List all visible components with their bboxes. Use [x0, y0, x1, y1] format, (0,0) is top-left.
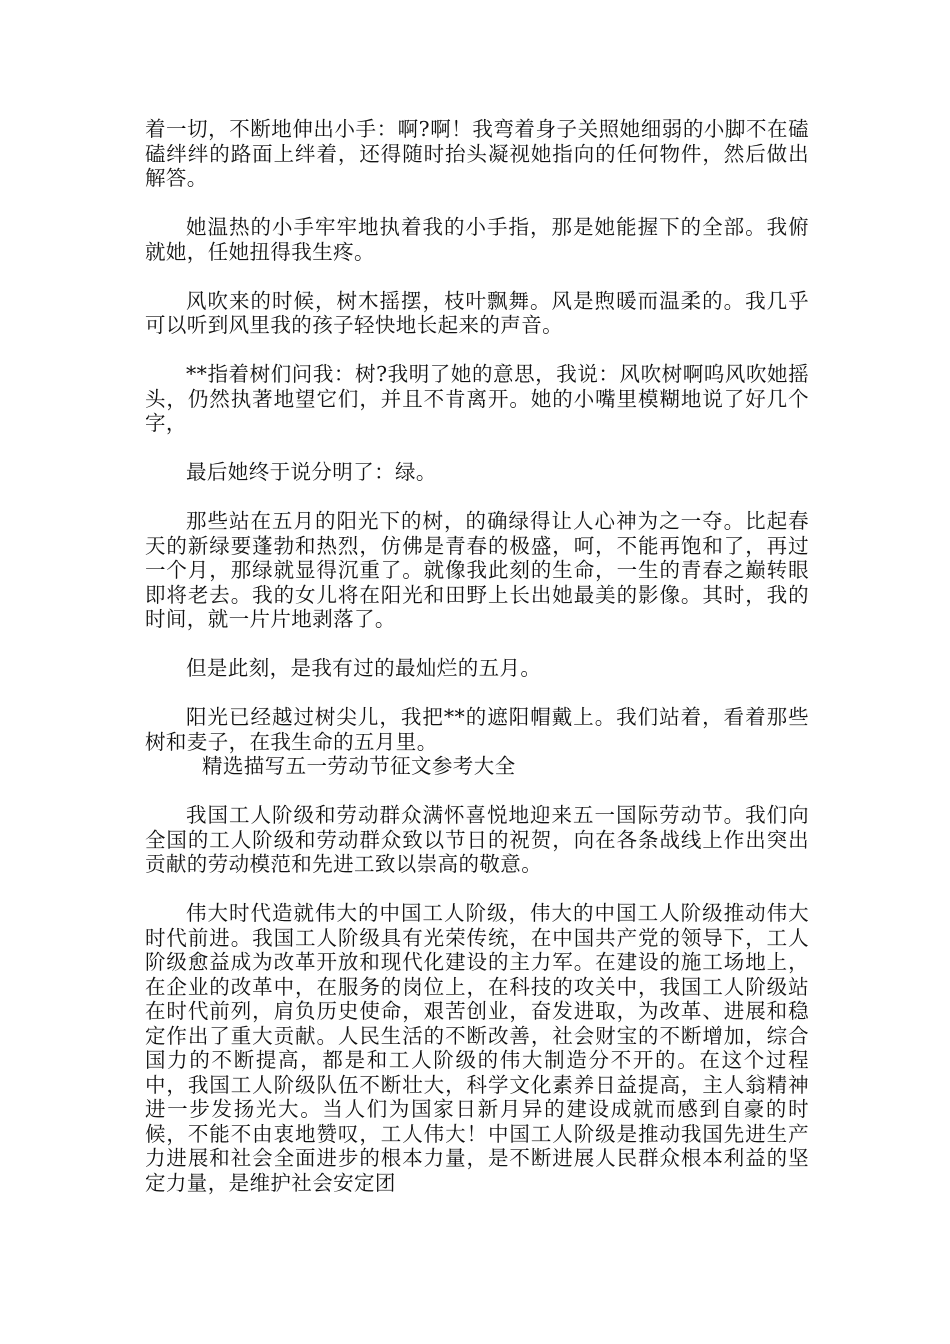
- paragraph-gap: [145, 779, 809, 804]
- paragraph-gap: [145, 338, 809, 363]
- paragraph: 但是此刻，是我有过的最灿烂的五月。: [186, 656, 542, 680]
- paragraph: 她温热的小手牢牢地执着我的小手指，那是她能握下的全部。我俯就她，任她扭得我生疼。: [145, 215, 809, 264]
- paragraph-gap: [145, 191, 809, 216]
- paragraph: 我国工人阶级和劳动群众满怀喜悦地迎来五一国际劳动节。我们向全国的工人阶级和劳动群众致以节日的祝贺，向在各条战线上作出突出贡献的劳动模范和先进工致以崇高的敬意。: [145, 803, 809, 876]
- paragraph-gap: [145, 632, 809, 657]
- paragraph: 最后她终于说分明了：绿。: [186, 460, 437, 484]
- paragraph: 那些站在五月的阳光下的树，的确绿得让人心神为之一夺。比起春天的新绿要蓬勃和热烈，仿佛是青春的极盛，呵，不能再饱和了，再过一个月，那绿就显得沉重了。就像我此刻的生命，一生的青春之巅转眼即将老去。我的女儿将在阳光和田野上长出她最美的影像。其时，我的时间，就一片片地剥落了。: [145, 509, 809, 631]
- paragraph: 伟大时代造就伟大的中国工人阶级，伟大的中国工人阶级推动伟大时代前进。我国工人阶级具有光荣传统，在中国共产党的领导下，工人阶级愈益成为改革开放和现代化建设的主力军。在建设的施工场地上，在企业的改革中，在服务的岗位上，在科技的攻关中，我国工人阶级站在时代前列，肩负历史使命，艰苦创业，奋发进取，为改革、进展和稳定作出了重大贡献。人民生活的不断改善，社会财宝的不断增加，综合国力的不断提高，都是和工人阶级的伟大制造分不开的。在这个过程中，我国工人阶级队伍不断壮大，科学文化素养日益提高，主人翁精神进一步发扬光大。当人们为国家日新月异的建设成就而感到自豪的时候，不能不由衷地赞叹，工人伟大！中国工人阶级是推动我国先进生产力进展和社会全面进步的根本力量，是不断进展人民群众根本利益的坚定力量，是维护社会安定团: [145, 901, 809, 1195]
- paragraph-gap: [145, 485, 809, 510]
- paragraph-gap: [145, 877, 809, 902]
- paragraph: 阳光已经越过树尖儿，我把**的遮阳帽戴上。我们站着，看着那些树和麦子，在我生命的五月里。: [145, 705, 809, 754]
- paragraph: 风吹来的时候，树木摇摆，枝叶飘舞。风是煦暖而温柔的。我几乎可以听到风里我的孩子轻快地长起来的声音。: [145, 288, 809, 337]
- paragraph: **指着树们问我：树?我明了她的意思，我说：风吹树啊呜风吹她摇头，仍然执著地望它们，并且不肯离开。她的小嘴里模糊地说了好几个字，: [145, 362, 809, 435]
- paragraph-gap: [145, 436, 809, 461]
- paragraph-gap: [145, 681, 809, 706]
- paragraph-continuation: 着一切，不断地伸出小手：啊?啊！我弯着身子关照她细弱的小脚不在磕磕绊绊的路面上绊着，还得随时抬头凝视她指向的任何物件，然后做出解答。: [145, 117, 809, 190]
- paragraph-gap: [145, 264, 809, 289]
- document-page: [145, 117, 809, 1195]
- section-heading: 精选描写五一劳动节征文参考大全: [202, 754, 516, 778]
